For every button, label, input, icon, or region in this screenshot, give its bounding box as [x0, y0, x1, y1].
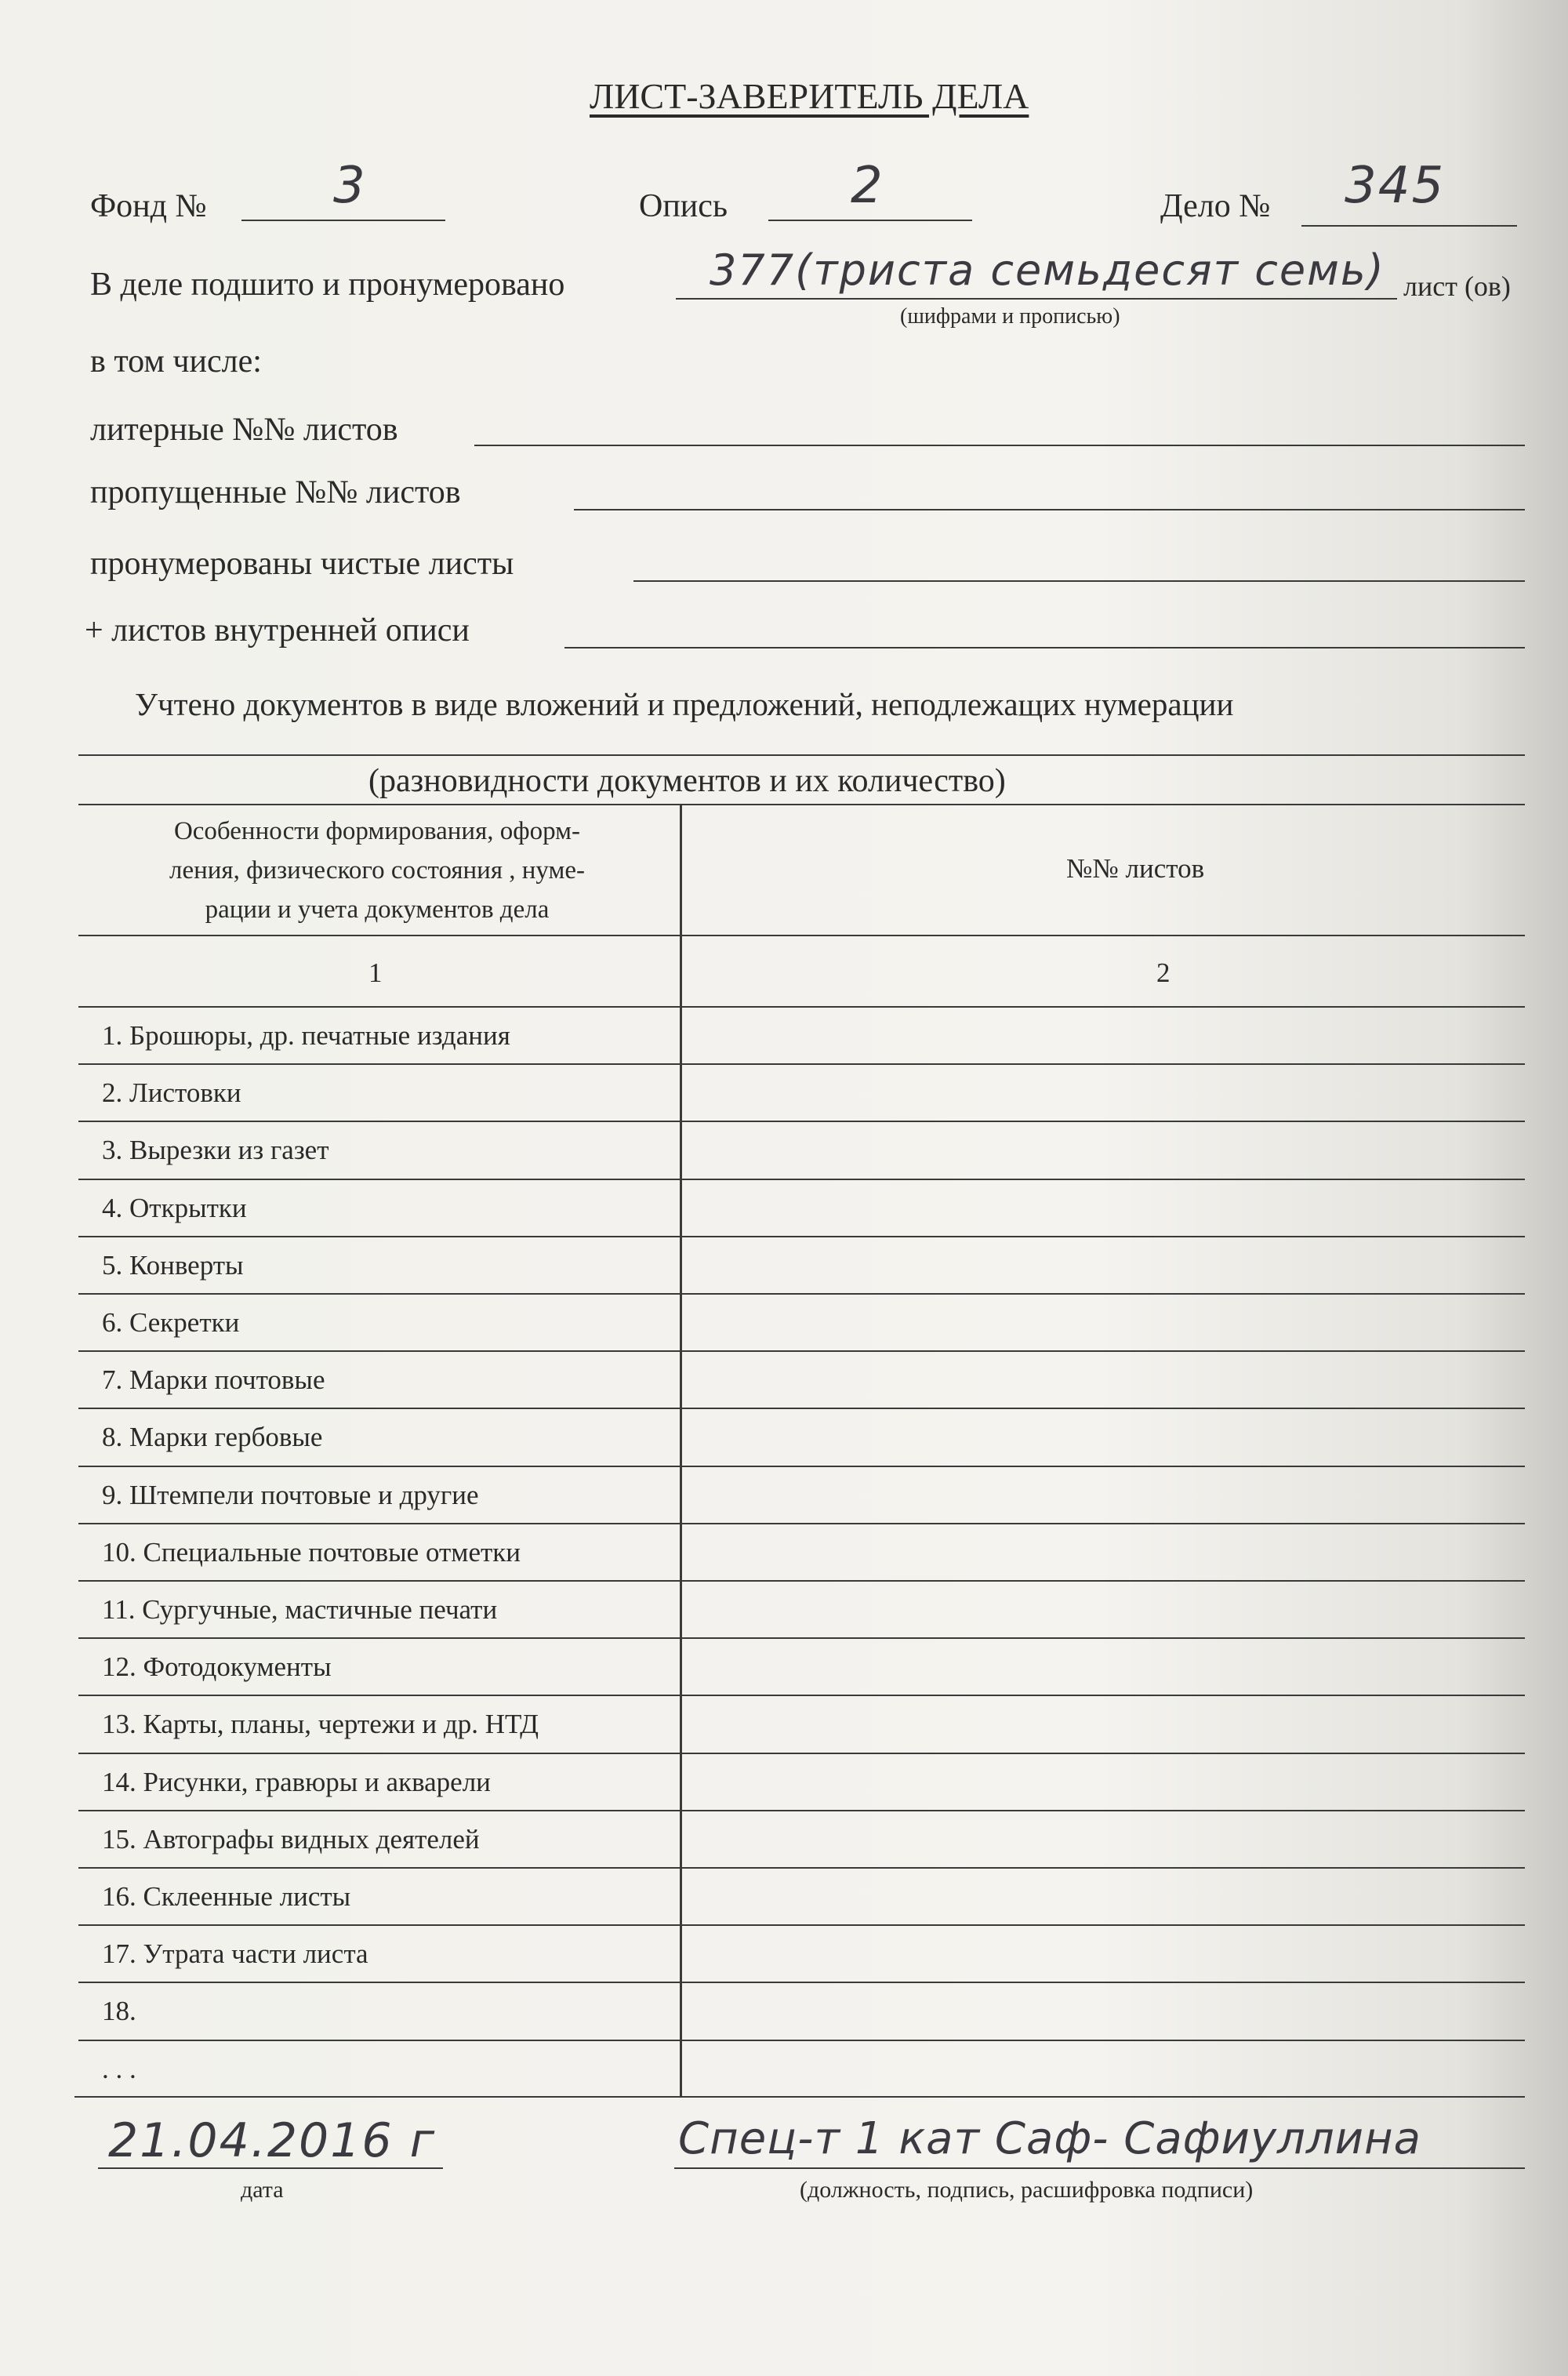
- signature-label: (должность, подпись, расшифровка подписи): [800, 2177, 1254, 2203]
- row-label: 5. Конверты: [102, 1249, 244, 1281]
- row-border: [78, 2040, 1525, 2041]
- row-border: [78, 1637, 1525, 1639]
- opis-value: 2: [851, 157, 884, 215]
- date-label: дата: [241, 2177, 284, 2203]
- document-title: ЛИСТ-ЗАВЕРИТЕЛЬ ДЕЛА: [590, 76, 1029, 116]
- fond-value: 3: [333, 157, 367, 215]
- delo-value: 345: [1345, 157, 1446, 215]
- row-border: [78, 1179, 1525, 1180]
- row-border: [78, 1350, 1525, 1352]
- row-label: 17. Утрата части листа: [102, 1938, 368, 1970]
- row-border: [78, 1867, 1525, 1869]
- column-1-header: Особенности формирования, оформ- ления, физического состояния , нуме- рации и учета документов дела: [169, 817, 586, 924]
- letter-pages-label: литерные №№ листов: [90, 412, 398, 448]
- including-label: в том числе:: [90, 343, 262, 380]
- skipped-pages-underline: [574, 509, 1525, 510]
- blank-pages-underline: [633, 580, 1525, 582]
- row-label: 10. Специальные почтовые отметки: [102, 1536, 521, 1568]
- delo-label: Дело №: [1160, 188, 1271, 224]
- signature-underline: [674, 2167, 1525, 2169]
- row-border: [78, 1580, 1525, 1582]
- inner-inventory-underline: [564, 647, 1525, 648]
- blank-pages-label: пронумерованы чистые листы: [90, 546, 514, 582]
- row-border: [78, 1810, 1525, 1811]
- row-border: [78, 1924, 1525, 1926]
- row-label: 15. Автографы видных деятелей: [102, 1823, 480, 1855]
- row-border: [78, 1293, 1525, 1295]
- row-border: [78, 1523, 1525, 1524]
- row-border: [78, 1408, 1525, 1409]
- inner-inventory-label: + листов внутренней описи: [85, 612, 470, 648]
- number-row-border: [78, 1006, 1525, 1008]
- table-column-divider: [680, 804, 682, 2096]
- row-border: [78, 1121, 1525, 1122]
- column-1-number: 1: [368, 957, 383, 988]
- sewn-suffix: лист (ов): [1403, 271, 1511, 302]
- row-label: 11. Сургучные, мастичные печати: [102, 1594, 498, 1625]
- row-border: [78, 1466, 1525, 1467]
- row-label: 2. Листовки: [102, 1077, 241, 1109]
- row-border: [78, 1982, 1525, 1983]
- sewn-label: В деле подшито и пронумеровано: [90, 267, 565, 303]
- date-value: 21.04.2016 г: [108, 2113, 437, 2168]
- row-border: [78, 1753, 1525, 1754]
- letter-pages-underline: [474, 445, 1525, 446]
- row-label: 7. Марки почтовые: [102, 1364, 325, 1396]
- row-label: 18.: [102, 1996, 136, 2027]
- table-top-border: [78, 804, 1525, 805]
- row-label: 4. Открытки: [102, 1192, 247, 1223]
- row-label: 3. Вырезки из газет: [102, 1135, 329, 1166]
- column-2-header: №№ листов: [1066, 853, 1205, 884]
- attachments-line: [78, 754, 1525, 756]
- row-label: 16. Склеенные листы: [102, 1881, 351, 1912]
- header-bottom-border: [78, 935, 1525, 936]
- row-label: 8. Марки гербовые: [102, 1422, 323, 1453]
- opis-underline: [768, 220, 972, 221]
- fond-underline: [241, 220, 445, 221]
- row-border: [78, 1063, 1525, 1065]
- row-label: . . .: [102, 2053, 136, 2084]
- table-bottom-border: [74, 2096, 1525, 2098]
- row-label: 13. Карты, планы, чертежи и др. НТД: [102, 1709, 539, 1740]
- row-border: [78, 1695, 1525, 1696]
- opis-label: Опись: [639, 188, 728, 224]
- row-border: [78, 1236, 1525, 1237]
- sewn-value: 377(триста семьдесят семь): [710, 245, 1385, 295]
- row-label: 6. Секретки: [102, 1307, 240, 1338]
- column-2-number: 2: [1156, 957, 1171, 988]
- row-label: 14. Рисунки, гравюры и акварели: [102, 1766, 491, 1797]
- row-label: 12. Фотодокументы: [102, 1651, 332, 1683]
- sewn-hint: (шифрами и прописью): [900, 304, 1120, 329]
- attachments-text: Учтено документов в виде вложений и предложений, неподлежащих нумерации: [135, 686, 1234, 722]
- attachments-hint: (разновидности документов и их количество): [368, 763, 1006, 799]
- fond-label: Фонд №: [90, 188, 207, 224]
- row-label: 9. Штемпели почтовые и другие: [102, 1479, 479, 1510]
- signature-value: Спец-т 1 кат Саф- Сафиуллина: [678, 2113, 1421, 2164]
- sewn-underline: [676, 298, 1397, 300]
- row-label: 1. Брошюры, др. печатные издания: [102, 1020, 510, 1051]
- delo-underline: [1301, 225, 1517, 227]
- skipped-pages-label: пропущенные №№ листов: [90, 474, 461, 510]
